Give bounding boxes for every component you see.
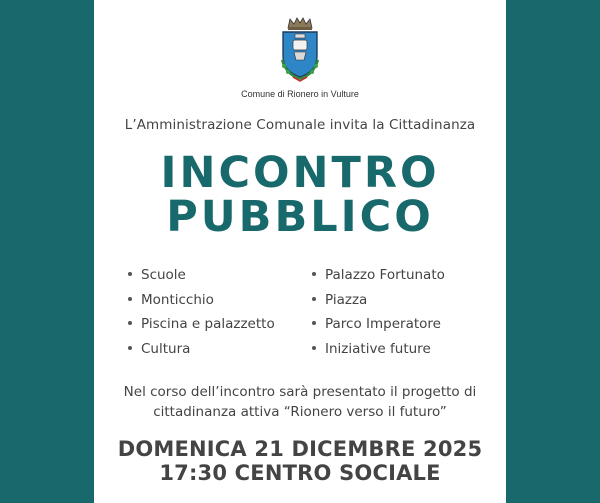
list-item: Scuole [128, 263, 275, 288]
list-item: Parco Imperatore [312, 312, 445, 337]
bullet-icon [128, 346, 132, 350]
event-time-place: 17:30 CENTRO SOCIALE [159, 461, 441, 485]
invitation-text: L’Amministrazione Comunale invita la Cittadinanza [124, 117, 476, 133]
list-item: Monticchio [128, 288, 275, 313]
description [94, 382, 506, 422]
bullet-icon [128, 272, 132, 276]
list-item: Piazza [312, 288, 445, 313]
municipality-name: Comune di Rionero in Vulture [241, 89, 359, 99]
topics-list-right [312, 263, 445, 361]
bullet-icon [312, 272, 316, 276]
bullet-icon [312, 346, 316, 350]
description-line-2: cittadinanza attiva “Rionero verso il futuro” [153, 404, 447, 420]
poster-sheet [94, 0, 506, 503]
title-line-2: PUBBLICO [166, 192, 434, 242]
list-item: Palazzo Fortunato [312, 263, 445, 288]
list-item: Cultura [128, 337, 275, 362]
coat-of-arms-icon [273, 16, 327, 82]
bullet-icon [312, 297, 316, 301]
bullet-icon [312, 321, 316, 325]
description-line-1: Nel corso dell’incontro sarà presentato il progetto di [123, 384, 477, 400]
bullet-icon [128, 297, 132, 301]
bullet-icon [128, 321, 132, 325]
list-item: Iniziative future [312, 337, 445, 362]
event-date: DOMENICA 21 DICEMBRE 2025 [117, 437, 483, 461]
list-item: Piscina e palazzetto [128, 312, 275, 337]
topics-list-left [128, 263, 275, 361]
title-line-1: INCONTRO [160, 148, 440, 198]
